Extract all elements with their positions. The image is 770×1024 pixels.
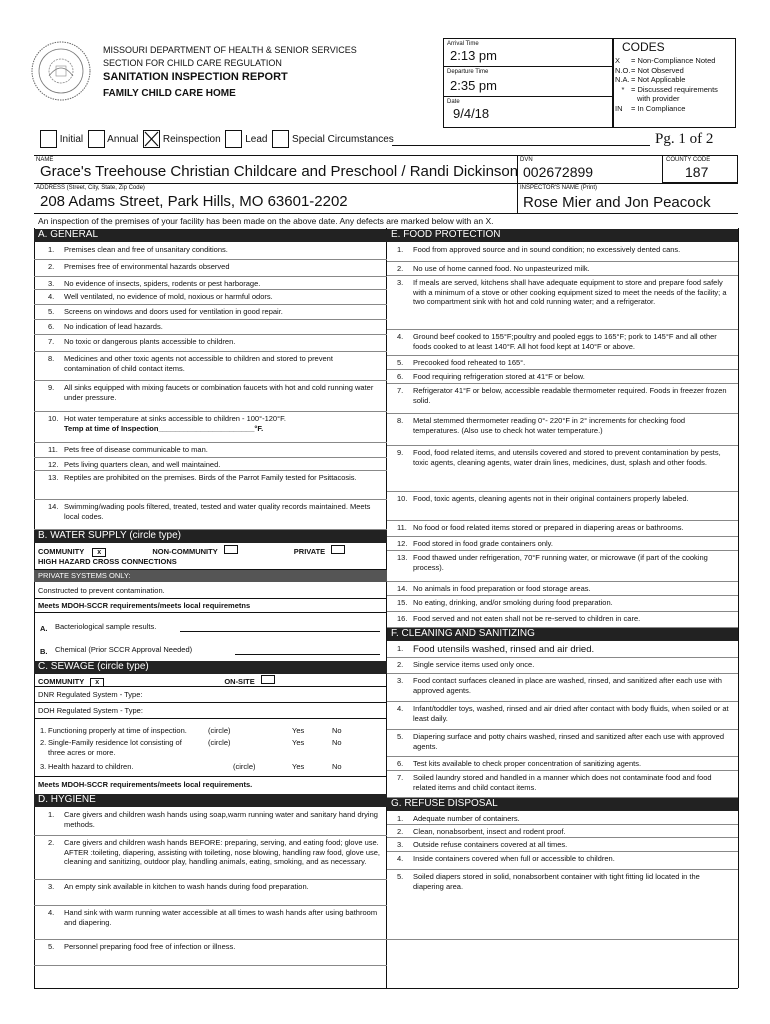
item-text: Food from approved source and in sound condition; no excessively dented cans.	[413, 245, 681, 254]
food-row[interactable]	[387, 537, 738, 551]
item-text: Food served and not eaten shall not be re-served to children in care.	[413, 614, 641, 623]
item-text: Diapering surface and potty chairs washed, rinsed and sanitized after each use with approved agents.	[413, 732, 725, 751]
item-number: 16.	[397, 614, 408, 623]
water-private-label: PRIVATE	[293, 547, 326, 556]
food-row[interactable]	[387, 551, 738, 582]
sewage-yes[interactable]: Yes	[292, 726, 305, 735]
item-number: 5.	[48, 942, 55, 951]
item-text: Soiled laundry stored and handled in a manner which does not contaminate food and food related items and child contact items.	[413, 773, 712, 792]
item-number: 1.	[48, 810, 55, 819]
sewage-row-num: 1.	[40, 726, 47, 735]
item-text: Clean, nonabsorbent, insect and rodent proof.	[413, 827, 566, 836]
item-number: 2.	[397, 660, 404, 669]
food-header: E. FOOD PROTECTION	[387, 229, 738, 242]
item-text: No food or food related items stored or prepared in diapering areas or bathrooms.	[413, 523, 684, 532]
water-community-label: COMMUNITY	[38, 547, 85, 556]
item-text: Care givers and children wash hands BEFORE: preparing, serving, and eating food; glove use. AFTER :toileting, diapering, assisting with toileting, nose blowing, handling raw food, glove use, cleaning and sanitizing, outdoor play, handling animals, eating, smoking, and as necessary.	[64, 838, 381, 866]
food-row[interactable]	[387, 596, 738, 612]
item-text: Premises free of environmental hazards observed	[64, 262, 230, 271]
item-number: 1.	[48, 245, 55, 254]
sewage-no[interactable]: No	[332, 726, 342, 735]
general-row[interactable]	[34, 412, 387, 443]
item-number: 2.	[48, 262, 55, 271]
item-number: 1.	[397, 245, 404, 254]
item-text: Food stored in food grade containers only.	[413, 539, 553, 548]
chemical-text: Chemical (Prior SCCR Approval Needed)	[55, 645, 193, 654]
lead-checkbox[interactable]	[225, 130, 242, 148]
item-number: 13.	[397, 553, 408, 562]
item-text: If meals are served, kitchens shall have adequate equipment to store and prepare food safely with a minimum of a stove or other cooking equipment sized to meet the needs of the facility; a two compartment sink with hot and cold running water; and a refrigerator.	[413, 278, 727, 306]
inspector-name[interactable]: Rose Mier and Jon Peacock	[523, 194, 711, 211]
code-key: *	[621, 84, 625, 94]
refuse-row[interactable]	[387, 870, 738, 940]
sewage-yes[interactable]: Yes	[292, 738, 305, 747]
item-number: 5.	[397, 732, 404, 741]
state-seal	[30, 40, 92, 102]
food-row[interactable]	[387, 446, 738, 492]
item-text: Inside containers covered when full or accessible to children.	[413, 854, 615, 863]
item-number: 8.	[397, 416, 404, 425]
departure-label: Departure Time	[447, 69, 489, 75]
food-row[interactable]	[387, 414, 738, 446]
initial-label: Initial	[59, 134, 84, 145]
food-row[interactable]	[387, 492, 738, 521]
refuse-row[interactable]	[387, 838, 738, 852]
item-text: Medicines and other toxic agents not accessible to children and stored to prevent contamination of child contact items.	[64, 354, 333, 373]
food-row[interactable]	[387, 384, 738, 414]
item-text: No evidence of insects, spiders, rodents or pest harborage.	[64, 279, 261, 288]
item-number: 14.	[48, 502, 59, 511]
item-text: Reptiles are prohibited on the premises. Birds of the Parrot Family tested for Psittacosis.	[64, 473, 357, 482]
water-type-row	[38, 545, 383, 557]
sewage-community-checkbox[interactable]: x	[90, 678, 104, 687]
facility-address[interactable]: 208 Adams Street, Park Hills, MO 63601-2202	[40, 193, 348, 210]
code-key: N.O.	[615, 65, 631, 75]
item-text: Refrigerator 41°F or below, accessible readable thermometer required. Foods in freezer frozen solid.	[413, 386, 727, 405]
cleaning-row[interactable]	[387, 757, 738, 771]
item-number: 2.	[397, 827, 404, 836]
sewage-row-circle: (circle)	[208, 738, 231, 747]
hygiene-header: D. HYGIENE	[34, 794, 387, 807]
code-desc: = Not Observed	[631, 65, 684, 75]
item-number: 14.	[397, 584, 408, 593]
sewage-row-text: Functioning properly at time of inspection.	[48, 726, 187, 735]
food-row[interactable]	[387, 356, 738, 370]
item-number: 11.	[48, 445, 58, 454]
item-number: 10.	[48, 414, 59, 423]
cleaning-header: F. CLEANING AND SANITIZING	[387, 628, 738, 641]
cleaning-row[interactable]	[387, 658, 738, 674]
general-row[interactable]	[34, 381, 387, 412]
item-text-extra: Temp at time of Inspection_______________________°F.	[64, 424, 264, 433]
sewage-row-circle: (circle)	[233, 762, 256, 771]
item-number: 6.	[48, 322, 55, 331]
sewage-community-label: COMMUNITY	[38, 677, 85, 686]
item-text: Ground beef cooked to 155°F;poultry and pooled eggs to 165°F; pork to 145°F and all other foods cooked to at least 140°F. All hot food kept at 140°F or above.	[413, 332, 717, 351]
item-number: 11.	[397, 523, 407, 532]
general-row[interactable]	[34, 277, 387, 290]
item-number: 15.	[397, 598, 408, 607]
item-text: All sinks equipped with mixing faucets or combination faucets with hot and cold running water under pressure.	[64, 383, 374, 402]
lead-label: Lead	[245, 134, 268, 145]
general-row[interactable]	[34, 290, 387, 305]
inspection-date[interactable]: 9/4/18	[453, 106, 490, 121]
item-number: 1.	[397, 814, 404, 823]
item-text: Food, food related items, and utensils covered and stored to prevent contamination by pests, toxic agents, cleaning agents, water drain lines, medicines, dust, splash and other foods.	[413, 448, 721, 467]
item-text: Hand sink with warm running water accessible at all times to wash hands after using bathroom and diapering.	[64, 908, 378, 927]
sewage-row-num: 3.	[40, 762, 47, 771]
item-text: Food contact surfaces cleaned in place are washed, rinsed, and sanitized after each use with approved agents.	[413, 676, 722, 695]
general-row[interactable]	[34, 443, 387, 458]
item-text: Single service items used only once.	[413, 660, 535, 669]
sewage-no[interactable]: No	[332, 762, 342, 771]
section-name: SECTION FOR CHILD CARE REGULATION	[103, 58, 282, 68]
item-text: Food requiring refrigeration stored at 41°F or below.	[413, 372, 585, 381]
sewage-row-circle: (circle)	[208, 726, 231, 735]
inspection-type-row	[40, 130, 740, 150]
item-number: 8.	[48, 354, 55, 363]
refuse-row[interactable]	[387, 812, 738, 825]
item-number: 7.	[397, 773, 404, 782]
agency-name: MISSOURI DEPARTMENT OF HEALTH & SENIOR SERVICES	[103, 45, 357, 55]
constructed-text: Constructed to prevent contamination.	[38, 586, 165, 595]
code-desc: = Not Applicable	[631, 75, 686, 84]
initial-checkbox[interactable]	[40, 130, 57, 148]
food-row[interactable]	[387, 262, 738, 276]
annual-checkbox[interactable]	[88, 130, 105, 148]
sewage-onsite-checkbox[interactable]	[261, 675, 275, 684]
code-desc: = Non-Compliance Noted	[631, 56, 716, 65]
sewage-header: C. SEWAGE (circle type)	[34, 661, 387, 674]
sewage-row-text: Single-Family residence lot consisting of three acres or more.	[48, 738, 182, 757]
county-label: COUNTY CODE	[666, 157, 711, 163]
sewage-row-num: 2.	[40, 738, 47, 747]
refuse-header: G. REFUSE DISPOSAL	[387, 798, 738, 811]
code-key	[615, 94, 637, 104]
name-label: NAME	[36, 157, 54, 163]
item-text: Well ventilated, no evidence of mold, noxious or harmful odors.	[64, 292, 273, 301]
private-systems-label: PRIVATE SYSTEMS ONLY:	[38, 571, 131, 580]
food-row[interactable]	[387, 370, 738, 384]
sewage-no[interactable]: No	[332, 738, 342, 747]
hygiene-row[interactable]	[34, 880, 387, 906]
item-text: Test kits available to check proper concentration of sanitizing agents.	[413, 759, 642, 768]
date-label: Date	[447, 99, 460, 105]
general-row[interactable]	[34, 260, 387, 277]
item-number: 3.	[48, 882, 55, 891]
county-code[interactable]: 187	[685, 164, 709, 180]
general-row[interactable]	[34, 305, 387, 320]
report-subtitle: FAMILY CHILD CARE HOME	[103, 88, 236, 99]
item-text: No animals in food preparation or food storage areas.	[413, 584, 591, 593]
item-number: 5.	[397, 358, 404, 367]
water-header: B. WATER SUPPLY (circle type)	[34, 530, 387, 543]
item-number: 7.	[48, 337, 55, 346]
general-row[interactable]	[34, 458, 387, 471]
food-row[interactable]	[387, 612, 738, 628]
address-label: ADDRESS (Street, City, State, Zip Code)	[36, 185, 145, 191]
dvn-number[interactable]: 002672899	[523, 164, 594, 180]
arrival-label: Arrival Time	[447, 41, 479, 47]
arrival-time[interactable]: 2:13 pm	[450, 48, 497, 63]
item-text: Swimming/wading pools filtered, treated, tested and water quality records maintained. Meets local codes.	[64, 502, 371, 521]
general-header: A. GENERAL	[34, 229, 387, 242]
item-number: 9.	[397, 448, 404, 457]
item-text: Metal stemmed thermometer reading 0°- 220°F in 2° increments for checking food temperatures. (Also use to check hot water temperature.)	[413, 416, 686, 435]
code-desc: = Discussed requirements	[631, 84, 718, 94]
general-row[interactable]	[34, 335, 387, 352]
cleaning-row[interactable]	[387, 642, 738, 658]
codes-list	[615, 56, 735, 113]
item-number: 4.	[397, 332, 404, 341]
item-text: Outside refuse containers covered at all times.	[413, 840, 568, 849]
departure-time[interactable]: 2:35 pm	[450, 78, 497, 93]
reinspection-label: Reinspection	[162, 134, 221, 145]
code-key: N.A.	[615, 75, 630, 84]
sewage-meets-text: Meets MDOH-SCCR requirements/meets local requirements.	[38, 780, 253, 789]
water-meets-text: Meets MDOH-SCCR requirements/meets local requiremetns	[38, 601, 251, 610]
reinspection-checkbox[interactable]	[143, 130, 160, 148]
item-number: 5.	[48, 307, 55, 316]
item-number: 4.	[397, 854, 404, 863]
report-title: SANITATION INSPECTION REPORT	[103, 71, 288, 83]
inspector-label: INSPECTOR'S NAME (Print)	[520, 185, 598, 191]
item-text: Pets living quarters clean, and well maintained.	[64, 460, 221, 469]
codes-title: CODES	[622, 40, 665, 54]
food-row[interactable]	[387, 582, 738, 596]
item-text: An empty sink available in kitchen to wash hands during food preparation.	[64, 882, 309, 891]
general-row[interactable]	[34, 320, 387, 335]
item-text: Premises clean and free of unsanitary conditions.	[64, 245, 228, 254]
item-number: 13.	[48, 473, 59, 482]
hygiene-row[interactable]	[34, 836, 387, 880]
item-number: 12.	[397, 539, 408, 548]
item-number: 3.	[397, 840, 404, 849]
item-number: 2.	[397, 264, 404, 273]
item-text: No indication of lead hazards.	[64, 322, 163, 331]
item-number: 6.	[397, 759, 404, 768]
item-text: No toxic or dangerous plants accessible to children.	[64, 337, 236, 346]
item-text: Soiled diapers stored in solid, nonabsorbent container with tight fitting lid located in the diapering area.	[413, 872, 700, 891]
item-number: 4.	[48, 292, 55, 301]
facility-name[interactable]: Grace's Treehouse Christian Childcare and Preschool / Randi Dickinson	[40, 163, 519, 180]
sewage-onsite-label: ON-SITE	[224, 677, 255, 686]
refuse-row[interactable]	[387, 825, 738, 838]
special-checkbox[interactable]	[272, 130, 289, 148]
cleaning-row[interactable]	[387, 730, 738, 757]
refuse-row[interactable]	[387, 852, 738, 870]
water-noncommunity-label: NON-COMMUNITY	[152, 547, 218, 556]
item-text: Precooked food reheated to 165°.	[413, 358, 526, 367]
item-text: Screens on windows and doors used for ventilation in good repair.	[64, 307, 283, 316]
food-row[interactable]	[387, 243, 738, 262]
water-private-checkbox[interactable]	[331, 545, 345, 554]
cleaning-row[interactable]	[387, 702, 738, 730]
special-label: Special Circumstances	[292, 134, 394, 145]
chemical-num: B.	[40, 647, 48, 656]
item-text: Personnel preparing food free of infection or illness.	[64, 942, 236, 951]
item-number: 3.	[48, 279, 55, 288]
food-row[interactable]	[387, 276, 738, 330]
hygiene-row[interactable]	[34, 940, 387, 966]
cleaning-row[interactable]	[387, 674, 738, 702]
item-text: Care givers and children wash hands using soap,warm running water and sanitary hand drying methods.	[64, 810, 378, 829]
sewage-row-text: Health hazard to children.	[48, 762, 134, 771]
item-text: Food thawed under refrigeration, 70°F running water, or microwave (if part of the cooking process).	[413, 553, 708, 572]
doh-text: DOH Regulated System - Type:	[38, 706, 143, 715]
code-key: X	[615, 56, 621, 65]
item-number: 1.	[397, 644, 404, 653]
water-community-checkbox[interactable]: x	[92, 548, 106, 557]
bacteriological-text: Bacteriological sample results.	[55, 622, 157, 631]
general-row[interactable]	[34, 243, 387, 260]
sewage-yes[interactable]: Yes	[292, 762, 305, 771]
general-row[interactable]	[34, 352, 387, 381]
item-number: 6.	[397, 372, 404, 381]
food-row[interactable]	[387, 330, 738, 356]
item-number: 2.	[48, 838, 55, 847]
general-row[interactable]	[34, 471, 387, 500]
dnr-text: DNR Regulated System - Type:	[38, 690, 143, 699]
item-text: Pets free of disease communicable to man.	[64, 445, 208, 454]
water-noncommunity-checkbox[interactable]	[224, 545, 238, 554]
bacteriological-num: A.	[40, 624, 48, 633]
item-text: Adequate number of containers.	[413, 814, 520, 823]
item-number: 3.	[397, 278, 404, 287]
hygiene-row[interactable]	[34, 808, 387, 836]
item-number: 9.	[48, 383, 55, 392]
item-number: 5.	[397, 872, 404, 881]
item-text: No use of home canned food. No unpasteurized milk.	[413, 264, 590, 273]
item-number: 3.	[397, 676, 404, 685]
dvn-label: DVN	[520, 157, 533, 163]
annual-label: Annual	[107, 134, 139, 145]
code-desc: with provider	[637, 94, 680, 103]
item-number: 4.	[48, 908, 55, 917]
item-number: 10.	[397, 494, 408, 503]
item-number: 7.	[397, 386, 404, 395]
hygiene-row[interactable]	[34, 906, 387, 940]
food-row[interactable]	[387, 521, 738, 537]
general-row[interactable]	[34, 500, 387, 530]
item-text: No eating, drinking, and/or smoking during food preparation.	[413, 598, 613, 607]
item-text: Hot water temperature at sinks accessible to children - 100°-120°F.	[64, 414, 286, 423]
page-number: Pg. 1 of 2	[655, 131, 714, 147]
intro-text: An inspection of the premises of your facility has been made on the above date. Any defects are marked below with an X.	[38, 216, 494, 226]
item-number: 4.	[397, 704, 404, 713]
item-text: Food, toxic agents, cleaning agents not in their original containers properly labeled.	[413, 494, 689, 503]
item-number: 12.	[48, 460, 59, 469]
hazard-heading: HIGH HAZARD CROSS CONNECTIONS	[38, 557, 177, 566]
code-desc: = In Compliance	[631, 103, 686, 113]
x-mark-icon	[144, 131, 159, 147]
item-text: Infant/toddler toys, washed, rinsed and air dried after contact with body fluids, when soiled or at least daily.	[413, 704, 729, 723]
cleaning-row[interactable]	[387, 771, 738, 798]
code-key: IN	[615, 103, 623, 113]
item-text: Food utensils washed, rinsed and air dried.	[413, 644, 595, 655]
